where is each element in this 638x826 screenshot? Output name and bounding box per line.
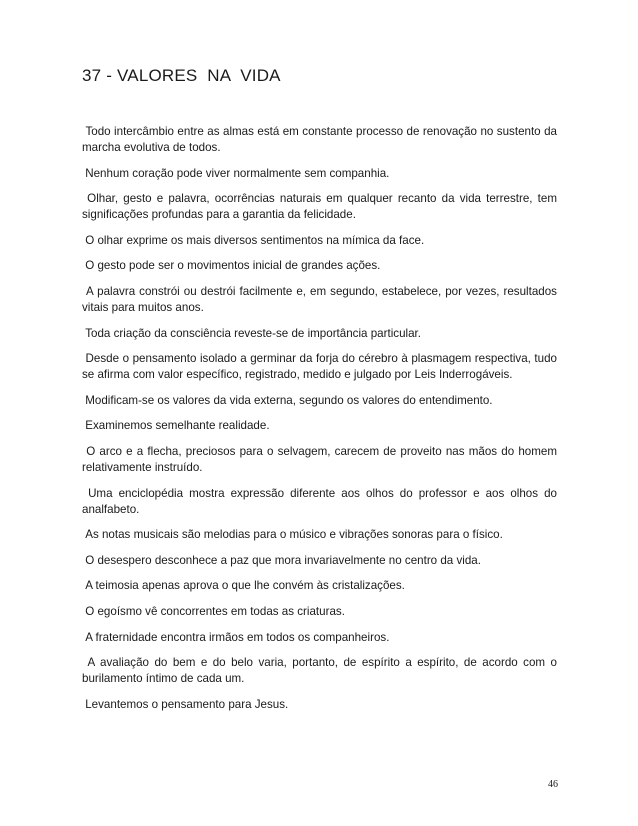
chapter-title: 37 - VALORES NA VIDA bbox=[82, 66, 281, 85]
paragraph: A teimosia apenas aprova o que lhe convém às cristalizações. bbox=[82, 579, 405, 593]
paragraph: A palavra constrói ou destrói facilmente e, em segundo, estabelece, por vezes, resultados vitais para muitos anos. bbox=[82, 284, 561, 314]
paragraph: Desde o pensamento isolado a germinar da forja do cérebro à plasmagem respectiva, tudo se afirma com valor específico, registrado, medido e julgado por Leis Inderrogáveis. bbox=[82, 352, 561, 382]
paragraph: Toda criação da consciência reveste-se de importância particular. bbox=[82, 326, 421, 340]
paragraph: A avaliação do bem e do belo varia, portanto, de espírito a espírito, de acordo com o burilamento íntimo de cada um. bbox=[82, 656, 561, 686]
paragraph: Olhar, gesto e palavra, ocorrências naturais em qualquer recanto da vida terrestre, tem significações profundas para a garantia da felicidade. bbox=[82, 192, 561, 222]
paragraph: A fraternidade encontra irmãos em todos os companheiros. bbox=[82, 630, 390, 644]
paragraph: Uma enciclopédia mostra expressão diferente aos olhos do professor e aos olhos do analfabeto. bbox=[82, 486, 561, 516]
page-number: 46 bbox=[548, 779, 558, 790]
paragraph: O egoísmo vê concorrentes em todas as criaturas. bbox=[82, 604, 345, 618]
paragraph: As notas musicais são melodias para o músico e vibrações sonoras para o físico. bbox=[82, 528, 503, 542]
paragraph: O desespero desconhece a paz que mora invariavelmente no centro da vida. bbox=[82, 553, 481, 567]
paragraph: Nenhum coração pode viver normalmente sem companhia. bbox=[82, 166, 390, 180]
paragraph: Examinemos semelhante realidade. bbox=[82, 419, 270, 433]
paragraph: Levantemos o pensamento para Jesus. bbox=[82, 697, 289, 711]
body-text bbox=[82, 124, 561, 722]
paragraph: Todo intercâmbio entre as almas está em constante processo de renovação no sustento da marcha evolutiva de todos. bbox=[82, 125, 561, 154]
paragraph: O olhar exprime os mais diversos sentimentos na mímica da face. bbox=[82, 233, 425, 247]
paragraph: Modificam-se os valores da vida externa, segundo os valores do entendimento. bbox=[82, 393, 493, 407]
paragraph: O arco e a flecha, preciosos para o selvagem, carecem de proveito nas mãos do homem relativamente instruído. bbox=[82, 444, 561, 474]
paragraph: O gesto pode ser o movimentos inicial de grandes ações. bbox=[82, 259, 381, 273]
